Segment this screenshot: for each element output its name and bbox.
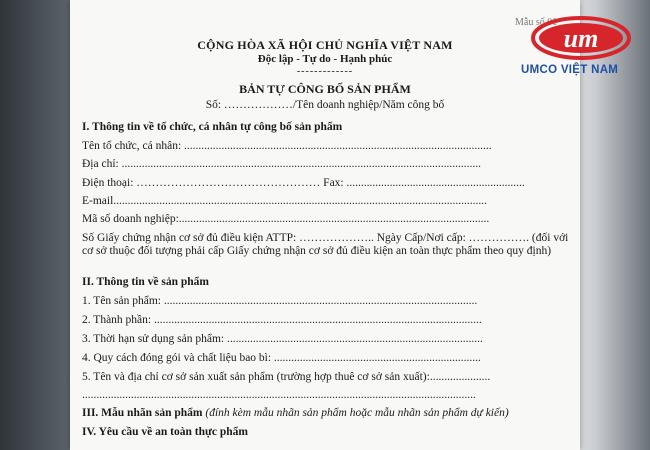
section-2-heading: II. Thông tin về sản phẩm <box>82 276 209 288</box>
document-number: Số: ………………/Tên doanh nghiệp/Năm công bố <box>205 99 445 111</box>
document-title: BẢN TỰ CÔNG BỐ SẢN PHẨM <box>239 82 411 96</box>
field-business-code: Mã số doanh nghiệp:............................................................................................................ <box>82 213 490 225</box>
field-certificate: Số Giấy chứng nhận cơ sở đủ điều kiện ATTP: ……………….. Ngày Cấp/Nơi cấp: ……………. (đối với cơ sở thuộc đối tượng phải cấp Giấy chứng nhận cơ sở đủ điều kiện an toàn thực phẩm theo quy định) <box>82 232 569 257</box>
logo-brand-text: UMCO VIỆT NAM <box>521 64 619 76</box>
form-number: Mẫu số 01 <box>515 17 558 28</box>
product-item: 5. Tên và địa chỉ cơ sở sản xuất sản phẩm (trường hợp thuê cơ sở sản xuất):..................... <box>82 371 491 383</box>
section-4-heading: IV. Yêu cầu về an toàn thực phẩm <box>82 426 249 438</box>
product-item: 3. Thời hạn sử dụng sản phẩm: ......................................................................................... <box>82 333 483 345</box>
field-org-name: Tên tổ chức, cá nhân: ........................................................................................................... <box>82 140 492 152</box>
field-address: Địa chỉ: ............................................................................................................................. <box>82 158 481 170</box>
section-3-heading: III. Mẫu nhãn sản phẩm <box>82 407 203 419</box>
product-item: 4. Quy cách đóng gói và chất liệu bao bì: ........................................................................ <box>82 352 481 364</box>
background-left <box>0 0 72 450</box>
header-divider: ------------- <box>296 66 354 77</box>
national-title: CỘNG HÒA XÃ HỘI CHỦ NGHĨA VIỆT NAM <box>197 38 453 52</box>
product-item: 1. Tên sản phẩm: ............................................................................................................. <box>82 295 478 307</box>
field-phone-fax: Điện thoại: ………………………………………… Fax: .............................................................. <box>82 177 525 189</box>
motto: Độc lập - Tự do - Hạnh phúc <box>257 53 393 65</box>
section-1-heading: I. Thông tin về tổ chức, cá nhân tự công bố sản phẩm <box>82 121 343 133</box>
section-3 <box>82 407 509 419</box>
field-email: E-mail.................................................................................................................................. <box>82 195 488 207</box>
logo-mark: um <box>563 24 599 53</box>
product-extra-dots: ......................................................................................................................................... <box>82 389 476 401</box>
section-3-note: (đính kèm mẫu nhãn sản phẩm hoặc mẫu nhãn sản phẩm dự kiến) <box>205 407 509 419</box>
product-item: 2. Thành phần: .................................................................................................................. <box>82 314 482 326</box>
